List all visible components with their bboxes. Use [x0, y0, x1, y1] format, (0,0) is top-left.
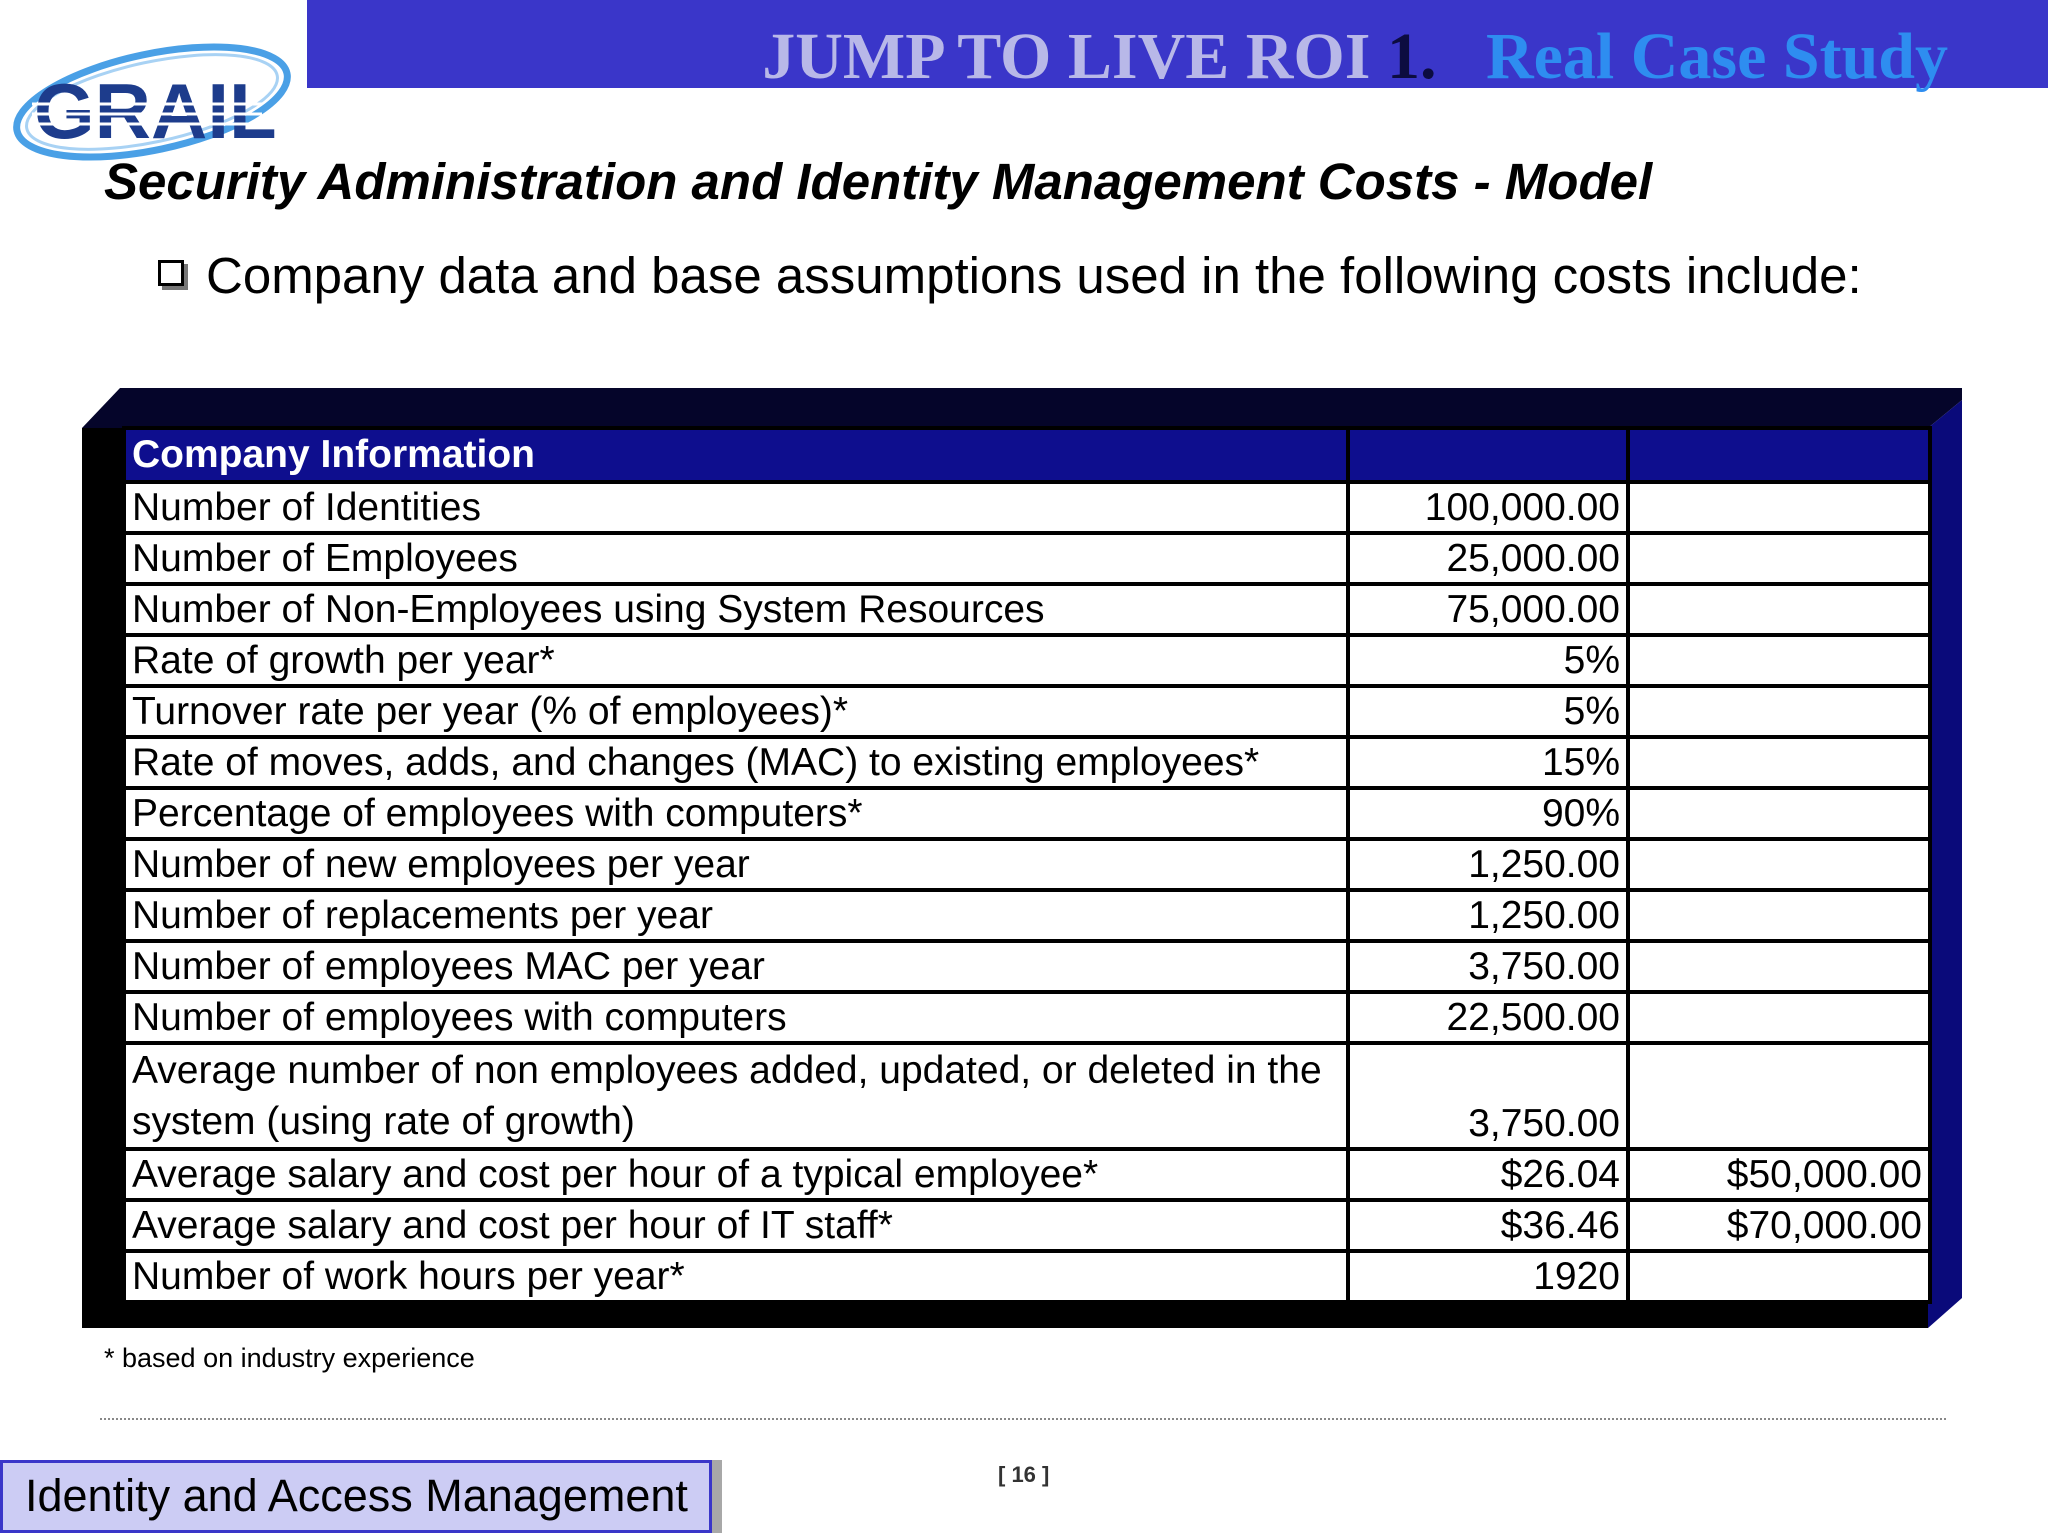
row-value: $36.46 [1348, 1200, 1628, 1251]
row-label: Rate of growth per year* [124, 635, 1348, 686]
table-header-extra [1628, 428, 1930, 482]
page-number: [ 16 ] [998, 1462, 1050, 1487]
row-label: Percentage of employees with computers* [124, 788, 1348, 839]
row-label: Number of replacements per year [124, 890, 1348, 941]
table-row [124, 533, 1930, 584]
row-value: 5% [1348, 686, 1628, 737]
table-row [124, 584, 1930, 635]
row-value: 25,000.00 [1348, 533, 1628, 584]
row-value: 1920 [1348, 1251, 1628, 1302]
table-row [124, 1251, 1930, 1302]
row-extra: $50,000.00 [1628, 1149, 1930, 1200]
row-extra [1628, 788, 1930, 839]
row-extra: $70,000.00 [1628, 1200, 1930, 1251]
title-part-1: JUMP TO LIVE ROI [762, 20, 1387, 93]
row-label: Number of new employees per year [124, 839, 1348, 890]
table-row [124, 992, 1930, 1043]
row-value: 15% [1348, 737, 1628, 788]
dotted-divider [100, 1418, 1946, 1420]
company-info-table [122, 426, 1928, 1298]
row-value: 90% [1348, 788, 1628, 839]
table-row [124, 839, 1930, 890]
logo-text: GRAIL [34, 67, 277, 155]
row-extra [1628, 686, 1930, 737]
row-label: Number of employees with computers [124, 992, 1348, 1043]
table-header-row [124, 428, 1930, 482]
row-value: 1,250.00 [1348, 890, 1628, 941]
table-header-label: Company Information [124, 428, 1348, 482]
row-label: Turnover rate per year (% of employees)* [124, 686, 1348, 737]
row-label: Number of Identities [124, 482, 1348, 533]
row-label: Rate of moves, adds, and changes (MAC) to existing employees* [124, 737, 1348, 788]
row-label: Average salary and cost per hour of IT staff* [124, 1200, 1348, 1251]
footer-section-tab: Identity and Access Management [0, 1460, 712, 1533]
row-extra [1628, 533, 1930, 584]
row-extra [1628, 584, 1930, 635]
table-row [124, 788, 1930, 839]
row-value: 22,500.00 [1348, 992, 1628, 1043]
row-label: Number of employees MAC per year [124, 941, 1348, 992]
table-row [124, 635, 1930, 686]
title-part-3: Real Case Study [1485, 20, 1948, 93]
row-value: 75,000.00 [1348, 584, 1628, 635]
table-row [124, 941, 1930, 992]
table-row [124, 686, 1930, 737]
row-value: 3,750.00 [1348, 941, 1628, 992]
table-row [124, 1149, 1930, 1200]
row-label: Number of Non-Employees using System Resources [124, 584, 1348, 635]
slide-subtitle: Security Administration and Identity Management Costs - Model [104, 153, 1653, 210]
row-value: 3,750.00 [1348, 1043, 1628, 1149]
row-extra [1628, 992, 1930, 1043]
title-part-2: 1. [1386, 20, 1437, 93]
row-extra [1628, 1043, 1930, 1149]
table-header-value [1348, 428, 1628, 482]
table-row [124, 1200, 1930, 1251]
row-extra [1628, 737, 1930, 788]
bullet-item [158, 246, 1862, 305]
bullet-text: Company data and base assumptions used in the following costs include: [206, 247, 1862, 304]
row-label: Average salary and cost per hour of a typical employee* [124, 1149, 1348, 1200]
row-value: 5% [1348, 635, 1628, 686]
row-extra [1628, 839, 1930, 890]
row-value: 100,000.00 [1348, 482, 1628, 533]
table-row [124, 1043, 1930, 1149]
table-row [124, 482, 1930, 533]
footnote: * based on industry experience [104, 1343, 475, 1373]
grail-logo [4, 34, 294, 169]
row-label: Number of Employees [124, 533, 1348, 584]
page-title [762, 4, 1948, 92]
row-value: $26.04 [1348, 1149, 1628, 1200]
table-row [124, 737, 1930, 788]
row-extra [1628, 1251, 1930, 1302]
row-label: Number of work hours per year* [124, 1251, 1348, 1302]
table-row [124, 890, 1930, 941]
checkbox-bullet-icon [158, 260, 184, 286]
row-extra [1628, 482, 1930, 533]
row-value: 1,250.00 [1348, 839, 1628, 890]
row-extra [1628, 635, 1930, 686]
row-extra [1628, 890, 1930, 941]
row-extra [1628, 941, 1930, 992]
row-label: Average number of non employees added, updated, or deleted in the system (using rate of growth) [124, 1043, 1348, 1149]
